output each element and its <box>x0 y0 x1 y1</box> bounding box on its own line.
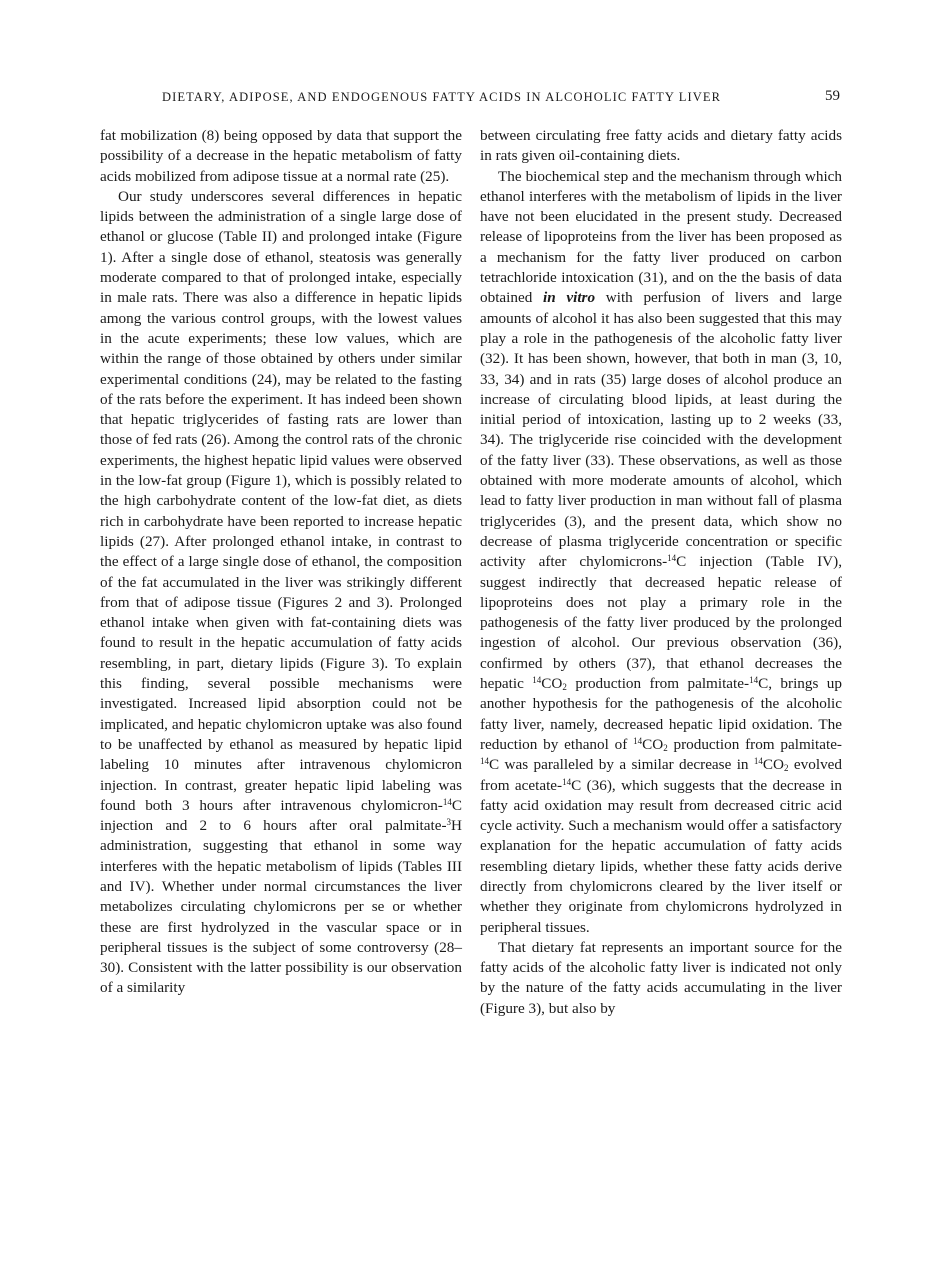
isotope-superscript: 14 <box>480 756 489 767</box>
text-run: production from palmitate- <box>667 735 842 753</box>
page-number: 59 <box>825 88 840 104</box>
isotope-superscript: 14 <box>667 553 677 564</box>
subscript: 2 <box>784 763 789 774</box>
right-column <box>480 126 842 1019</box>
paragraph <box>480 167 842 938</box>
emphasis: in vitro <box>543 289 596 307</box>
text-run: C (36), which suggests that the decrease in fatty acid oxidation may result from decreased citric acid cycle activity. Such a mechanism would offer a satisfactory explanation for the hepatic accumulation of fatty acids resembling dietary lipids, whether these fatty acids derive directly from chylomicrons cleared by the liver itself or whether they originate from chylomicrons hydrolyzed in peripheral tissues. <box>480 776 842 936</box>
text-run: C, brings up another hypothesis for the pathogenesis of the alcoholic fatty liver, namely, decreased hepatic lipid oxidation. The reduction by ethanol of <box>480 675 842 753</box>
text-run: C injection (Table IV), suggest indirectly that decreased hepatic release of lipoproteins does not play a primary role in the pathogenesis of the fatty liver produced by the prolonged ingestion of alcohol. Our previous observation (36), confirmed by others (37), that ethanol decreases the hepatic <box>480 553 842 693</box>
text-run: H administration, suggesting that ethanol in some way interferes with the hepatic metabolism of lipids (Tables III and IV). Whether under normal circumstances the liver metabolizes circulating chylomicrons per se or whether these are first hydrolyzed in the vascular space or in peripheral tissues is the subject of some controversy (28–30). Consistent with the latter possibility is our observation of a similarity <box>100 817 462 997</box>
subscript: 2 <box>562 682 567 693</box>
paragraph <box>100 187 462 999</box>
text-run: evolved from acetate- <box>480 756 842 794</box>
running-title: DIETARY, ADIPOSE, AND ENDOGENOUS FATTY ACIDS IN ALCOHOLIC FATTY LIVER <box>162 90 722 104</box>
isotope-superscript: 14 <box>753 756 763 767</box>
text-run: CO <box>642 735 664 753</box>
paragraph-continued <box>480 126 842 167</box>
text-run: production from palmitate- <box>566 675 750 693</box>
running-head <box>100 90 840 110</box>
left-column <box>100 126 462 999</box>
subscript: 2 <box>663 742 668 753</box>
text-run: C injection and 2 to 6 hours after oral palmitate- <box>100 796 462 835</box>
isotope-superscript: 14 <box>532 675 542 686</box>
text-run: between circulating free fatty acids and dietary fatty acids in rats given oil-containing diets. <box>480 127 842 165</box>
isotope-superscript: 14 <box>562 776 572 787</box>
text-run: That dietary fat represents an important source for the fatty acids of the alcoholic fatty liver is indicated not only by the nature of the fatty acids accumulating in the liver (Figure 3), but also by <box>480 938 842 1017</box>
isotope-superscript: 14 <box>633 735 643 746</box>
text-run: CO <box>762 756 785 774</box>
text-run: C was paralleled by a similar decrease in <box>489 756 754 774</box>
text-run: The biochemical step and the mechanism through which ethanol interferes with the metabolism of lipids in the liver have not been elucidated in the present study. Decreased release of lipoproteins from the liver has been proposed as a mechanism for the fatty liver produced on carbon tetrachloride intoxication (31), and on the the basis of data obtained <box>480 167 842 307</box>
text-run: fat mobilization (8) being opposed by data that support the possibility of a decrease in the hepatic metabolism of fatty acids mobilized from adipose tissue at a normal rate (25). <box>100 127 462 185</box>
paragraph <box>480 938 842 1019</box>
text-run: Our study underscores several differences in hepatic lipids between the administration of a single large dose of ethanol or glucose (Table II) and prolonged intake (Figure 1). After a single dose of ethanol, steatosis was generally moderate compared to that of prolonged intake, especially in male rats. There was also a difference in hepatic lipids among the various control groups, with the lowest values in the acute experiments; these low values, which are within the range of those obtained by others under similar experimental conditions (24), may be related to the fasting of the rats before the experiment. It has indeed been shown that hepatic triglycerides of fasting rats are lower than those of fed rats (26). Among the control rats of the chronic experiments, the highest hepatic lipid values were observed in the low-fat group (Figure 1), which is possibly related to the high carbohydrate content of the low-fat diet, as diets rich in carbohydrate have been reported to increase hepatic lipids (27). After prolonged ethanol intake, in contrast to the effect of a large single dose of ethanol, the composition of the fat accumulated in the liver was strikingly different from that of adipose tissue (Figures 2 and 3). Prolonged ethanol intake when given with fat-containing diets was found to result in the hepatic accumulation of fatty acids resembling, in part, dietary lipids (Figure 3). To explain this finding, several possible mechanisms were investigated. Increased lipid absorption could not be implicated, and hepatic chylomicron uptake was also found to be unaffected by ethanol as measured by hepatic lipid labeling 10 minutes after intravenous chylomicron injection. In contrast, greater hepatic lipid labeling was found both 3 hours after intravenous chylomicron- <box>100 187 462 814</box>
text-run: CO <box>541 675 563 693</box>
isotope-superscript: 3 <box>446 817 452 828</box>
paragraph-continued <box>100 126 462 187</box>
text-run: with perfusion of livers and large amounts of alcohol it has also been suggested that this may play a role in the pathogenesis of the alcoholic fatty liver (32). It has been shown, however, that both in man (3, 10, 33, 34) and in rats (35) large doses of alcohol produce an increase of circulating blood lipids, at least during the initial period of intoxication, lasting up to 2 weeks (33, 34). The triglyceride rise coincided with the development of the fatty liver (33). These observations, as well as those obtained with more moderate amounts of alcohol, which lead to fatty liver production in man without fall of plasma triglycerides (3), and the present data, which show no decrease of plasma triglyceride concentration or specific activity after chylomicrons- <box>480 289 843 571</box>
isotope-superscript: 14 <box>442 796 452 807</box>
isotope-superscript: 14 <box>749 675 759 686</box>
